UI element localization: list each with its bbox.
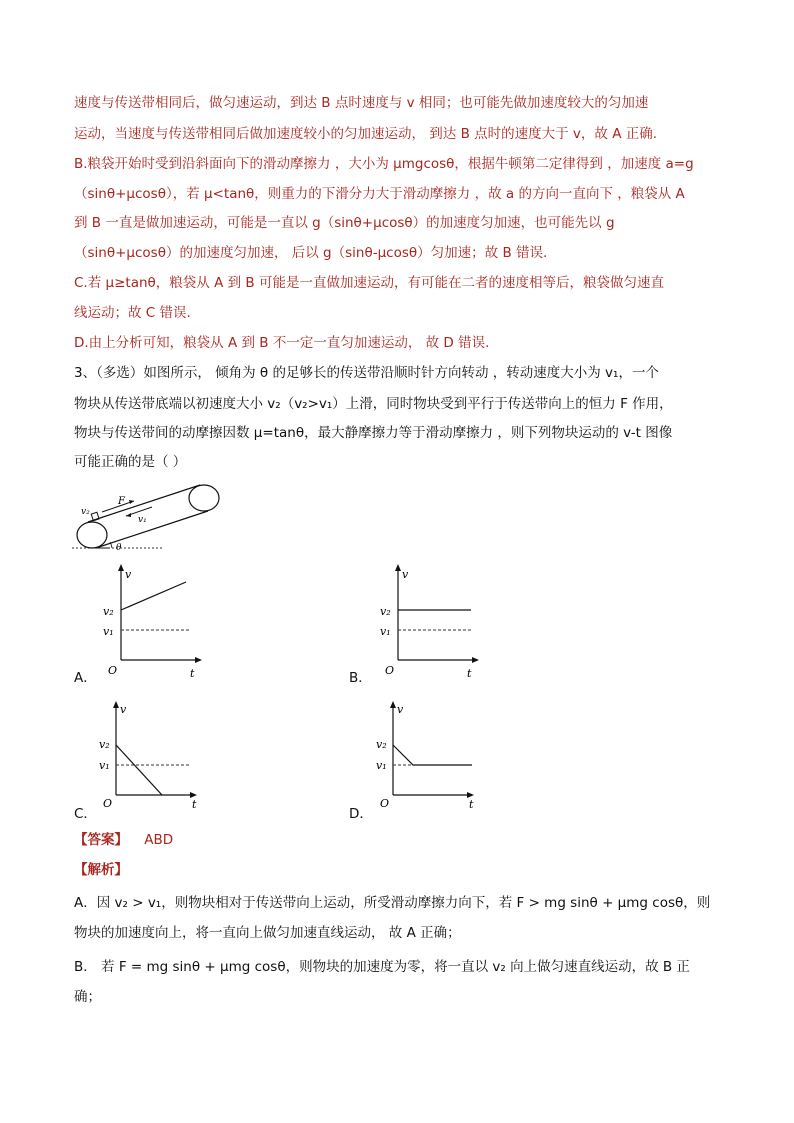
graph-b-v-label: v — [402, 568, 409, 581]
graph-a-v-label: v — [125, 568, 132, 581]
graph-c-t-label: t — [192, 798, 197, 809]
conveyor-belt-diagram — [72, 478, 232, 556]
graph-c-v-label: v — [120, 703, 127, 716]
question-3-line-2: 物块从传送带底端以初速度大小 v₂（v₂>v₁）上滑，同时物块受到平行于传送带向上的恒力 F 作用， — [74, 396, 673, 412]
option-a-label: A． — [74, 670, 97, 686]
question-3-line-1: 3、（多选）如图所示， 倾角为 θ 的足够长的传送带沿顺时针方向转动 ，转动速度大小为 v₁，一个 — [74, 365, 659, 381]
option-d-label: D． — [349, 806, 373, 822]
paragraph-b-line-4: （sinθ+μcosθ）的加速度匀加速， 后以 g（sinθ-μcosθ）匀加速；故 B 错误. — [74, 245, 548, 261]
diagram-v2-label: v₂ — [81, 507, 90, 517]
graph-b — [375, 560, 485, 682]
diagram-theta-label: θ — [116, 543, 122, 553]
analysis-a-line-1: A．因 v₂ > v₁，则物块相对于传送带向上运动，所受滑动摩擦力向下，若 F > mg sinθ + μmg cosθ，则 — [74, 895, 711, 911]
answer-row — [74, 831, 173, 849]
graph-d — [375, 697, 485, 809]
paragraph-c-line-1: C.若 μ≥tanθ，粮袋从 A 到 B 可能是一直做加速运动，有可能在二者的速度相等后，粮袋做匀速直 — [74, 275, 664, 291]
graph-b-v1-label: v₁ — [380, 625, 391, 638]
graph-c — [98, 697, 208, 809]
paragraph-c-line-2: 线运动；故 C 错误. — [74, 305, 191, 321]
analysis-b-line-1: B． 若 F = mg sinθ + μmg cosθ，则物块的加速度为零，将一直以 v₂ 向上做匀速直线运动，故 B 正 — [74, 959, 690, 975]
graph-c-v1-label: v₁ — [99, 759, 110, 772]
graph-d-o-label: O — [380, 797, 390, 809]
answer-label: 【答案】 — [74, 832, 128, 848]
graph-c-v2-label: v₂ — [99, 738, 110, 751]
graph-a — [98, 560, 208, 682]
graph-d-v-label: v — [397, 703, 404, 716]
graph-a-v1-label: v₁ — [103, 625, 114, 638]
graph-b-o-label: O — [385, 664, 395, 677]
graph-b-t-label: t — [467, 667, 472, 680]
paragraph-b-line-1: B.粮袋开始时受到沿斜面向下的滑动摩擦力 ，大小为 μmgcosθ，根据牛顿第二定律得到 ，加速度 a=g — [74, 156, 694, 172]
paragraph-b-line-2: （sinθ+μcosθ），若 μ<tanθ，则重力的下滑分力大于滑动摩擦力 ，故 a 的方向一直向下 ，粮袋从 A — [74, 186, 685, 202]
graph-c-o-label: O — [103, 797, 113, 809]
graph-d-v1-label: v₁ — [376, 759, 387, 772]
graph-d-t-label: t — [469, 798, 474, 809]
paragraph-b-line-3: 到 B 一直是做加速运动，可能是一直以 g（sinθ+μcosθ）的加速度匀加速，也可能先以 g — [74, 215, 615, 231]
option-b-label: B． — [349, 670, 372, 686]
graph-a-t-label: t — [190, 667, 195, 680]
analysis-a-line-2: 物块的加速度向上，将一直向上做匀加速直线运动， 故 A 正确； — [74, 925, 461, 941]
option-c-label: C． — [74, 806, 97, 822]
question-3-line-4: 可能正确的是（ ） — [74, 454, 187, 470]
diagram-v1-label: v₁ — [138, 515, 147, 525]
paragraph-d-line-1: D.由上分析可知，粮袋从 A 到 B 不一定一直匀加速运动， 故 D 错误. — [74, 335, 490, 351]
analysis-b-line-2: 确； — [74, 989, 101, 1005]
graph-b-v2-label: v₂ — [380, 605, 391, 618]
paragraph-1-line-1: 速度与传送带相同后，做匀速运动，到达 B 点时速度与 v 相同；也可能先做加速度较大的匀加速 — [74, 95, 649, 111]
answer-value: ABD — [144, 832, 174, 848]
diagram-f-label: F — [118, 496, 125, 507]
graph-a-v2-label: v₂ — [103, 605, 114, 618]
paragraph-1-line-2: 运动，当速度与传送带相同后做加速度较小的匀加速运动， 到达 B 点时的速度大于 v，故 A 正确. — [74, 126, 658, 142]
question-3-line-3: 物块与传送带间的动摩擦因数 μ=tanθ，最大静摩擦力等于滑动摩擦力 ，则下列物块运动的 v-t 图像 — [74, 425, 673, 441]
graph-a-o-label: O — [108, 664, 118, 677]
graph-d-v2-label: v₂ — [376, 738, 387, 751]
analysis-label: 【解析】 — [74, 862, 128, 878]
